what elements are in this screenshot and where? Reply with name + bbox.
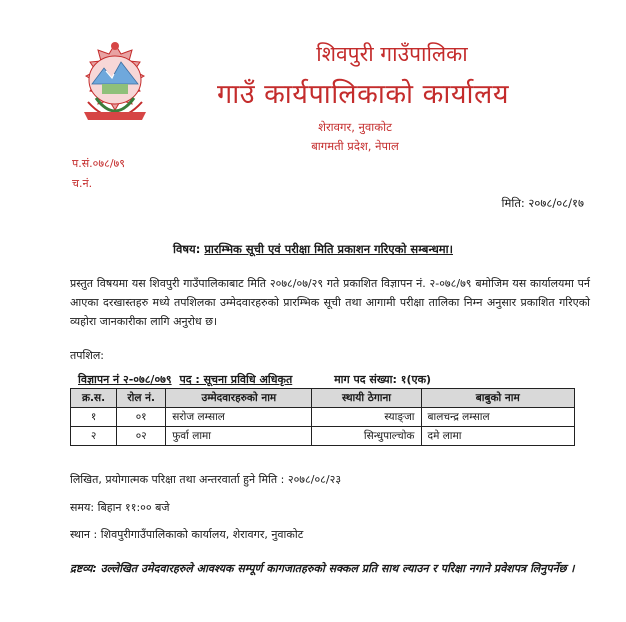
cell-address: सिन्धुपाल्चोक [312, 427, 421, 446]
nepal-emblem-icon [66, 38, 164, 130]
header-address: स्थायी ठेगाना [312, 389, 421, 408]
header-sn: क्र.स. [71, 389, 117, 408]
note-text: द्रष्टव्य: उल्लेखित उमेदवारहरुले आवश्यक सम्पूर्ण कागजातहरुको सक्कल प्रति साथ ल्याउन र परिक्षा नगाने प्रवेशपत्र लिनुपर्नेछ । [70, 562, 575, 575]
exam-time-line: समय: बिहान ११:०० बजे [70, 501, 170, 514]
advertisement-number: विज्ञापन नं २-०७८/०७९ [78, 373, 172, 386]
tapsil-label: तपशिल: [70, 349, 105, 362]
subject-text: प्रारम्भिक सूची एवं परीक्षा मिति प्रकाशन गरिएको सम्बन्धमा। [204, 242, 453, 256]
table-row [71, 408, 575, 427]
vacancy-info [78, 372, 598, 387]
header-father: बाबुको नाम [421, 389, 575, 408]
address-line-2: बागमती प्रदेश, नेपाल [311, 139, 399, 153]
header-name: उम्मेदवारहरुको नाम [166, 389, 312, 408]
office-title: गाउँ कार्यपालिकाको कार्यालय [217, 79, 509, 110]
candidates-table [70, 388, 575, 446]
cell-roll: ०२ [117, 427, 166, 446]
header-roll: रोल नं. [117, 389, 166, 408]
address-line-1: शेरावगर, नुवाकोट [318, 120, 392, 134]
cell-father: बालचन्द्र लम्साल [421, 408, 575, 427]
cell-roll: ०१ [117, 408, 166, 427]
body-paragraph: प्रस्तुत विषयमा यस शिवपुरी गाउँपालिकाबाट मिति २०७८/०७/२९ गते प्रकाशित विज्ञापन नं. २-०७८/७९ बमोजिम यस कार्यालयमा पर्न आएका दरखास्तहरु मध्ये तपशिलका उम्मेदवारहरुको प्रारम्भिक सूची तथा आगामी परीक्षा तालिका निम्न अनुसार प्रकाशित गरिएको व्यहोरा जानकारीका लागि अनुरोध छ। [70, 277, 590, 328]
cell-father: दमे लामा [421, 427, 575, 446]
cell-name: फुर्वा लामा [166, 427, 312, 446]
cell-address: स्याङ्जा [312, 408, 421, 427]
cell-sn: १ [71, 408, 117, 427]
letter-date [501, 196, 584, 211]
post-name: पद : सूचना प्रविधि अधिकृत [179, 373, 293, 386]
demand-count: माग पद संख्या: १(एक) [334, 373, 432, 386]
reference-cn: च.नं. [72, 177, 93, 190]
cell-sn: २ [71, 427, 117, 446]
subject-label: विषय: [173, 242, 201, 256]
table-row [71, 427, 575, 446]
date-label: मिति: [501, 196, 525, 210]
reference-ps: प.सं.०७८/७९ [72, 157, 125, 170]
table-header-row [71, 389, 575, 408]
subject-line [0, 242, 626, 257]
municipality-name: शिवपुरी गाउँपालिका [316, 42, 468, 66]
exam-place-line: स्थान : शिवपुरीगाउँपालिकाको कार्यालय, शेरावगर, नुवाकोट [70, 528, 304, 541]
office-address [230, 118, 480, 156]
exam-date-line: लिखित, प्रयोगात्मक परिक्षा तथा अन्तरवार्ता हुने मिति : २०७८/०८/२३ [70, 473, 342, 486]
date-value: २०७८/०८/१७ [528, 196, 584, 210]
cell-name: सरोज लम्साल [166, 408, 312, 427]
